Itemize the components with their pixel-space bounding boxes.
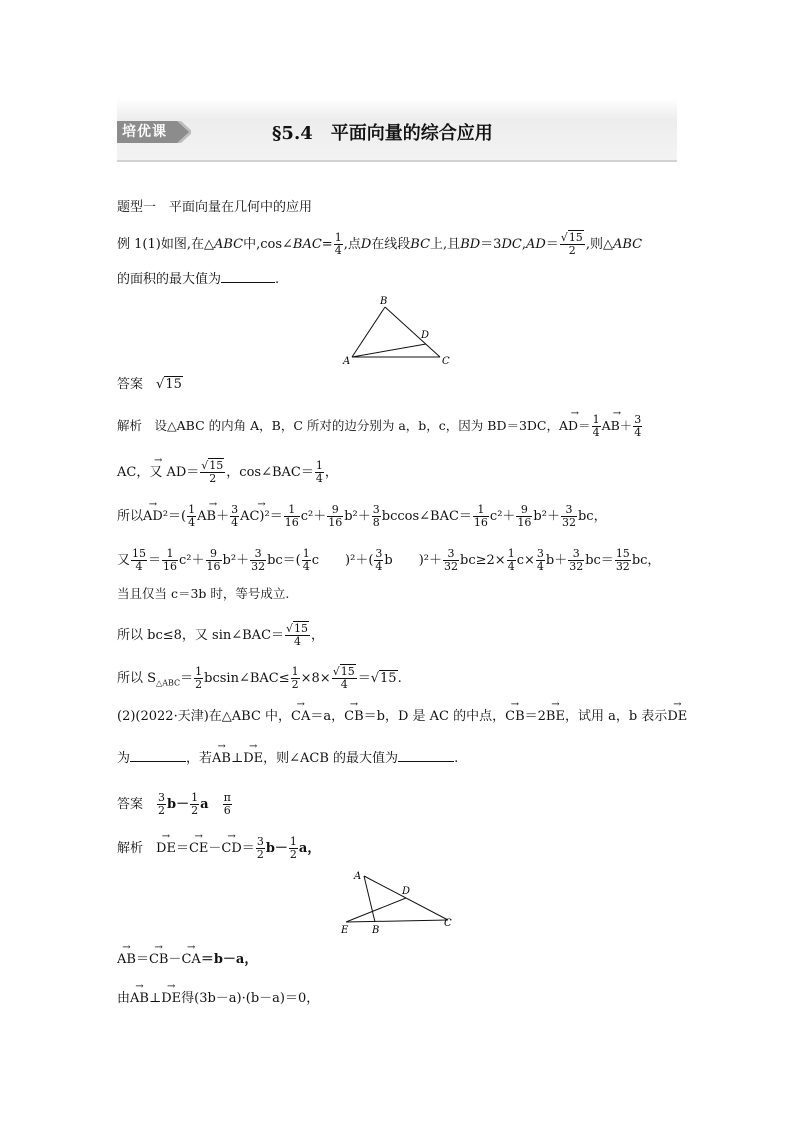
fraction: $\frac{3}{8}$ — [372, 503, 380, 529]
text: ＝ — [180, 671, 194, 686]
text: (1)如图,在△ — [142, 237, 214, 252]
ex2-answer — [117, 792, 233, 817]
vector: → CB — [344, 709, 364, 725]
text: ＝ — [357, 671, 371, 686]
vector: → AC)²＝ — [240, 509, 283, 525]
text: c²＋ — [300, 509, 327, 524]
text: ⊥ — [230, 751, 244, 766]
analysis-label: 解析 — [117, 418, 143, 433]
text: 的面积的最大值为 — [117, 272, 222, 287]
text: ,点 — [343, 237, 361, 252]
text: ＝ — [135, 952, 149, 967]
ex2-analysis-line1 — [117, 836, 320, 861]
text: bcsin∠BAC≤ — [204, 671, 290, 686]
vector: → AB — [117, 952, 136, 968]
text: ，试用 a，b 表示 — [564, 709, 668, 724]
fraction: $\frac{1}{2}$ — [195, 665, 203, 691]
text: ， — [311, 628, 325, 643]
fraction: $\frac{3}{32}$ — [251, 547, 266, 573]
fraction: $\frac{3}{4}$ — [634, 413, 642, 439]
ex2-analysis-line2 — [117, 952, 257, 968]
text: ＝ — [241, 841, 255, 856]
text: ABC — [213, 237, 244, 252]
vector: → DE — [156, 841, 176, 857]
vector: → DE — [161, 991, 181, 1007]
text: a， — [298, 841, 321, 856]
fraction: $\frac{3}{32}$ — [561, 503, 576, 529]
answer-value: 15 — [165, 377, 182, 392]
fraction: $\frac{3}{4}$ — [536, 547, 544, 573]
text: 为 — [117, 751, 131, 766]
label-B: B — [372, 925, 380, 936]
text: c× — [516, 553, 535, 568]
text: ＝b，D 是 AC 的中点， — [363, 709, 506, 724]
text: BC — [410, 237, 431, 252]
text: ，cos∠BAC＝ — [226, 465, 314, 480]
fraction: $\frac{1}{4}$ — [315, 459, 323, 485]
label-B: B — [380, 296, 388, 307]
fraction: $\frac{1}{4}$ — [592, 413, 600, 439]
fraction: $\frac{\pi}{6}$ — [223, 791, 231, 817]
text: － — [208, 841, 222, 856]
vector: → AD＝ — [559, 418, 591, 434]
text: ,则△ — [585, 237, 613, 252]
vector: → AB — [212, 751, 231, 767]
text: ＝2 — [524, 709, 546, 724]
text: ⊥ — [148, 991, 162, 1006]
ex1-line2 — [117, 272, 279, 288]
vector: → CB — [505, 709, 525, 725]
text: ，则∠ACB 的最大值为 — [263, 751, 399, 766]
label-E: E — [341, 925, 349, 936]
label-C: C — [442, 356, 450, 367]
fraction: $\frac{1}{16}$ — [473, 503, 488, 529]
text: b²＋ — [222, 553, 250, 568]
ex1-label: 例 1 — [117, 237, 143, 252]
text: ABC — [612, 237, 643, 252]
text: BAC — [292, 237, 322, 252]
text: 设△ABC 的内角 A，B，C 所对的边分别为 a，b，c，因为 BD＝3DC， — [154, 418, 559, 433]
ex2-analysis-line3 — [117, 991, 319, 1007]
answer-blank[interactable] — [221, 282, 275, 283]
text: b²＋ — [533, 509, 560, 524]
ex1-analysis-line4 — [117, 548, 660, 573]
fraction: $\frac{15}{4}$ — [132, 547, 147, 573]
text: bccos∠BAC＝ — [381, 509, 472, 524]
fraction: $\frac{1}{2}$ — [289, 835, 297, 861]
fraction: $\frac{3}{4}$ — [375, 547, 383, 573]
text: bc， — [577, 509, 607, 524]
text: ²＝( — [162, 509, 187, 524]
vector: → AB＋ — [602, 418, 633, 434]
text: ＝ — [148, 553, 162, 568]
vector: → AC，又 AD＝ — [117, 465, 199, 481]
text: b＋ — [545, 553, 568, 568]
text: b )²＋ — [384, 553, 443, 568]
label-D: D — [421, 330, 430, 341]
ex1-analysis-line5: 当且仅当 c＝3b 时，等号成立. — [117, 586, 290, 601]
vector: → CA — [291, 709, 310, 725]
text: . — [454, 751, 459, 766]
text: － — [168, 952, 182, 967]
fraction: $\frac{3}{2}$ — [256, 835, 264, 861]
text: bc＝( — [267, 553, 301, 568]
vector: → CA — [181, 952, 200, 968]
text: 又 — [117, 553, 131, 568]
label-A: A — [343, 356, 351, 367]
text: ＝b－a， — [200, 952, 258, 967]
fraction: $\frac{1}{4}$ — [507, 547, 515, 573]
ex1-line1 — [117, 232, 642, 257]
fraction: $\frac{√15}{4}$ — [332, 665, 355, 691]
text: 所以 bc≤8，又 sin∠BAC＝ — [117, 628, 285, 643]
fraction: $\frac{9}{16}$ — [206, 547, 221, 573]
section-heading: 题型一 平面向量在几何中的应用 — [117, 200, 313, 215]
text: c²＋ — [179, 553, 205, 568]
fraction: $\frac{1}{16}$ — [163, 547, 178, 573]
text: . — [275, 272, 280, 287]
text: a — [200, 797, 209, 812]
ex1-analysis-line3 — [117, 504, 607, 529]
text: . — [397, 671, 402, 686]
text: 得(3b－a)·(b－a)＝0， — [181, 991, 320, 1006]
text: ＝ — [545, 237, 559, 252]
fraction: $\frac{√15}{4}$ — [286, 622, 309, 648]
fraction: $\frac{√15}{2}$ — [201, 459, 224, 485]
text: c )²＋( — [311, 553, 374, 568]
ex1-analysis-line6 — [117, 623, 324, 648]
text: bc， — [631, 553, 661, 568]
ex1-analysis-line1 — [117, 414, 643, 439]
text: BD — [460, 237, 481, 252]
vector: → AB＋ — [197, 509, 229, 525]
text: c²＋ — [489, 509, 516, 524]
vector: → AD — [143, 509, 163, 525]
header-rule — [117, 160, 677, 162]
fraction: $\frac{3}{32}$ — [569, 547, 584, 573]
figure-triangle-abc-e — [338, 866, 458, 936]
fraction: $\frac{15}{32}$ — [615, 547, 630, 573]
page-title: §5.4 平面向量的综合应用 — [272, 123, 493, 144]
text: 15 — [380, 671, 397, 686]
fraction: $\frac{1}{2}$ — [291, 665, 299, 691]
ex1-analysis-line2: → AC，又 AD＝ $\frac{√15}{2}$ ，cos∠BAC＝ $\frac{1}{4}$ ， — [117, 460, 338, 485]
fraction: $\frac{√15}{2}$ — [560, 231, 583, 257]
text: 上,且 — [430, 237, 461, 252]
vector: → DE — [667, 709, 687, 725]
text: 所以 — [117, 509, 144, 524]
vector: → AB — [130, 991, 149, 1007]
text: ，若 — [186, 751, 213, 766]
fraction: $\frac{3}{32}$ — [444, 547, 459, 573]
text: b²＋ — [344, 509, 371, 524]
fraction: $\frac{9}{16}$ — [517, 503, 532, 529]
text: ×8× — [300, 671, 331, 686]
label-D: D — [402, 886, 411, 897]
figure-triangle-abd — [340, 292, 456, 370]
text: b－ — [265, 841, 288, 856]
fraction: $\frac{1}{4}$ — [302, 547, 310, 573]
text: , — [521, 237, 526, 252]
vector: → CB — [149, 952, 169, 968]
text: D — [360, 237, 372, 252]
analysis-label: 解析 — [117, 841, 144, 856]
text: ＝ — [175, 841, 189, 856]
text: b－ — [167, 797, 190, 812]
text: bc＝ — [585, 553, 614, 568]
answer-blank[interactable] — [130, 761, 186, 762]
text: bc≥2× — [460, 553, 506, 568]
vector: → CD — [221, 841, 241, 857]
fraction: $\frac{9}{16}$ — [328, 503, 343, 529]
text: 在线段 — [371, 237, 411, 252]
vector: → CE — [189, 841, 208, 857]
vector: → BE — [546, 709, 565, 725]
text: AD — [525, 237, 546, 252]
answer-blank[interactable] — [398, 761, 454, 762]
fraction: $\frac{1}{4}$ — [188, 503, 196, 529]
fraction: $\frac{3}{2}$ — [158, 791, 166, 817]
ex1-answer: 答案 √15 — [117, 377, 182, 392]
answer-label: 答案 — [117, 377, 144, 392]
fraction: $\frac{1}{16}$ — [284, 503, 299, 529]
label-C: C — [444, 918, 452, 929]
ex2-line1 — [117, 709, 687, 725]
text: DC — [501, 237, 522, 252]
fraction: $\frac{1}{2}$ — [191, 791, 199, 817]
answer-label: 答案 — [117, 797, 144, 812]
text: (2)(2022·天津)在△ABC 中， — [117, 709, 292, 724]
text: 由 — [117, 991, 131, 1006]
text: ＝a， — [310, 709, 345, 724]
fraction: $\frac{3}{4}$ — [231, 503, 239, 529]
vector: → DE — [243, 751, 263, 767]
tag-label: 培优课 — [122, 124, 167, 140]
ex2-line2 — [117, 751, 458, 767]
text: ＝3 — [480, 237, 502, 252]
subscript: △ABC — [156, 678, 181, 688]
label-A: A — [354, 871, 362, 882]
text: 中,cos∠ — [243, 237, 293, 252]
text: = — [321, 237, 333, 252]
fraction: $\frac{1}{4}$ — [334, 231, 342, 257]
text: 所以 S — [117, 671, 157, 686]
ex1-analysis-line7: 所以 $S_{\triangle ABC}=$ $\frac{1}{2}$ bcsin∠BAC≤ $\frac{1}{2}$ ×8× $\frac{√15}{4}$ ＝√15. — [117, 665, 402, 691]
